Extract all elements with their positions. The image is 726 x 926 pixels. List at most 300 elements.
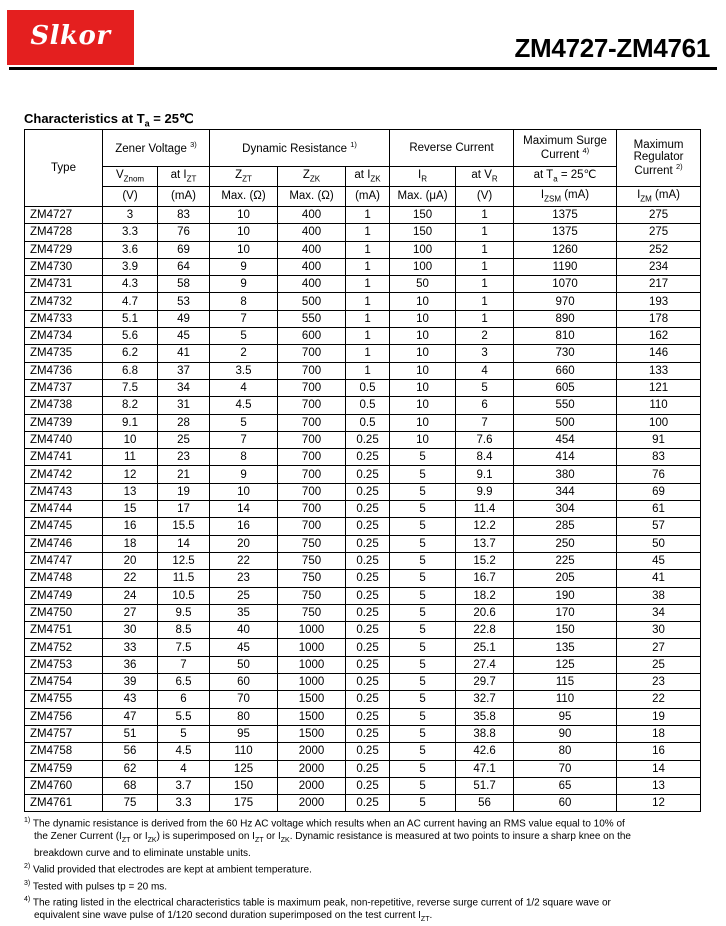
ir-cell: 10 xyxy=(390,397,456,414)
zzk-cell: 700 xyxy=(278,483,346,500)
izt-cell: 37 xyxy=(158,362,210,379)
vr-cell: 56 xyxy=(456,795,514,812)
ir-cell: 5 xyxy=(390,449,456,466)
zzk-cell: 1000 xyxy=(278,674,346,691)
izm-cell: 100 xyxy=(617,414,701,431)
izk-cell: 1 xyxy=(346,207,390,224)
vr-cell: 13.7 xyxy=(456,535,514,552)
zzt-cell: 40 xyxy=(210,622,278,639)
zzk-cell: 700 xyxy=(278,345,346,362)
table-row xyxy=(25,691,701,708)
ir-cell: 5 xyxy=(390,570,456,587)
izsm-cell: 1070 xyxy=(514,276,617,293)
izt-cell: 31 xyxy=(158,397,210,414)
izsm-cell: 730 xyxy=(514,345,617,362)
vr-cell: 7.6 xyxy=(456,431,514,448)
vz-cell: 47 xyxy=(103,708,158,725)
zzt-cell: 125 xyxy=(210,760,278,777)
izsm-cell: 1375 xyxy=(514,207,617,224)
izt-cell: 6.5 xyxy=(158,674,210,691)
izk-cell: 0.25 xyxy=(346,691,390,708)
zzt-param: $Z_{ZT}$ xyxy=(210,167,278,187)
table-row xyxy=(25,483,701,500)
zzk-cell: 550 xyxy=(278,310,346,327)
type-cell: ZM4730 xyxy=(25,258,103,275)
vz-cell: 51 xyxy=(103,725,158,742)
vz-cell: 9.1 xyxy=(103,414,158,431)
izk-cell: 0.5 xyxy=(346,414,390,431)
vz-cell: 20 xyxy=(103,552,158,569)
vz-cell: 36 xyxy=(103,656,158,673)
izk-cell: 0.25 xyxy=(346,708,390,725)
type-cell: ZM4729 xyxy=(25,241,103,258)
izm-cell: 275 xyxy=(617,207,701,224)
izm-cell: 13 xyxy=(617,777,701,794)
izm-cell: 275 xyxy=(617,224,701,241)
izm-cell: 178 xyxy=(617,310,701,327)
izk-cell: 0.25 xyxy=(346,466,390,483)
table-row xyxy=(25,587,701,604)
ir-cell: 5 xyxy=(390,743,456,760)
ir-cell: 100 xyxy=(390,241,456,258)
ir-cell: 5 xyxy=(390,552,456,569)
zzk-cell: 700 xyxy=(278,362,346,379)
izm-cell: 23 xyxy=(617,674,701,691)
type-cell: ZM4750 xyxy=(25,604,103,621)
izsm-cell: 970 xyxy=(514,293,617,310)
izm-cell: 193 xyxy=(617,293,701,310)
table-row xyxy=(25,466,701,483)
table-row xyxy=(25,241,701,258)
vz-cell: 30 xyxy=(103,622,158,639)
vr-cell: 51.7 xyxy=(456,777,514,794)
izsm-unit: $I_{ZSM}$ (mA) xyxy=(514,187,617,207)
zzk-unit: Max. (Ω) xyxy=(278,187,346,207)
izsm-cell: 550 xyxy=(514,397,617,414)
vr-cell: 1 xyxy=(456,293,514,310)
zzk-cell: 700 xyxy=(278,466,346,483)
izsm-cell: 170 xyxy=(514,604,617,621)
izk-cell: 0.25 xyxy=(346,501,390,518)
izk-cell: 0.25 xyxy=(346,743,390,760)
vz-cell: 3.6 xyxy=(103,241,158,258)
zzk-cell: 700 xyxy=(278,397,346,414)
vr-cell: 22.8 xyxy=(456,622,514,639)
table-row xyxy=(25,552,701,569)
ir-cell: 100 xyxy=(390,258,456,275)
type-cell: ZM4747 xyxy=(25,552,103,569)
vr-cell: 1 xyxy=(456,276,514,293)
type-cell: ZM4754 xyxy=(25,674,103,691)
regulator-current-header: Maximum Regulator Current $^{2)}$ xyxy=(617,130,701,187)
table-row xyxy=(25,639,701,656)
type-cell: ZM4732 xyxy=(25,293,103,310)
zzk-cell: 2000 xyxy=(278,743,346,760)
type-cell: ZM4737 xyxy=(25,379,103,396)
izsm-cell: 605 xyxy=(514,379,617,396)
izm-cell: 61 xyxy=(617,501,701,518)
type-cell: ZM4751 xyxy=(25,622,103,639)
izsm-cell: 454 xyxy=(514,431,617,448)
izsm-cell: 205 xyxy=(514,570,617,587)
izk-cell: 0.25 xyxy=(346,518,390,535)
zzt-cell: 150 xyxy=(210,777,278,794)
footnotes xyxy=(24,814,700,926)
izt-cell: 45 xyxy=(158,328,210,345)
zzk-cell: 400 xyxy=(278,241,346,258)
vz-cell: 5.6 xyxy=(103,328,158,345)
vz-cell: 6.8 xyxy=(103,362,158,379)
ir-cell: 10 xyxy=(390,293,456,310)
vr-cell: 18.2 xyxy=(456,587,514,604)
izt-cell: 8.5 xyxy=(158,622,210,639)
izt-cell: 19 xyxy=(158,483,210,500)
izm-cell: 18 xyxy=(617,725,701,742)
vz-cell: 13 xyxy=(103,483,158,500)
izk-cell: 0.25 xyxy=(346,449,390,466)
ir-cell: 10 xyxy=(390,362,456,379)
zzt-cell: 10 xyxy=(210,241,278,258)
izk-cell: 0.25 xyxy=(346,570,390,587)
izk-cell: 1 xyxy=(346,310,390,327)
characteristics-table xyxy=(24,129,701,812)
zzt-cell: 5 xyxy=(210,328,278,345)
izt-cell: 41 xyxy=(158,345,210,362)
vz-cell: 33 xyxy=(103,639,158,656)
vr-cell: 1 xyxy=(456,258,514,275)
table-row xyxy=(25,743,701,760)
izsm-cell: 95 xyxy=(514,708,617,725)
zzk-cell: 700 xyxy=(278,414,346,431)
izsm-cell: 285 xyxy=(514,518,617,535)
izm-cell: 25 xyxy=(617,656,701,673)
zzk-param: $Z_{ZK}$ xyxy=(278,167,346,187)
type-cell: ZM4761 xyxy=(25,795,103,812)
izsm-cell: 60 xyxy=(514,795,617,812)
ir-cell: 10 xyxy=(390,310,456,327)
zzk-cell: 2000 xyxy=(278,777,346,794)
table-row xyxy=(25,777,701,794)
zzk-cell: 750 xyxy=(278,552,346,569)
type-cell: ZM4731 xyxy=(25,276,103,293)
zzk-cell: 400 xyxy=(278,258,346,275)
table-body xyxy=(25,207,701,812)
type-cell: ZM4743 xyxy=(25,483,103,500)
table-row xyxy=(25,725,701,742)
izk-cell: 0.25 xyxy=(346,622,390,639)
izk-cell: 0.25 xyxy=(346,639,390,656)
type-cell: ZM4749 xyxy=(25,587,103,604)
vz-unit: (V) xyxy=(103,187,158,207)
table-row xyxy=(25,501,701,518)
zzt-cell: 9 xyxy=(210,466,278,483)
type-cell: ZM4740 xyxy=(25,431,103,448)
type-cell: ZM4752 xyxy=(25,639,103,656)
table-row xyxy=(25,258,701,275)
vz-cell: 3.9 xyxy=(103,258,158,275)
zzt-cell: 3.5 xyxy=(210,362,278,379)
vr-cell: 47.1 xyxy=(456,760,514,777)
izk-cell: 1 xyxy=(346,241,390,258)
vz-cell: 12 xyxy=(103,466,158,483)
ir-cell: 5 xyxy=(390,795,456,812)
izsm-cell: 1190 xyxy=(514,258,617,275)
vz-cell: 22 xyxy=(103,570,158,587)
zener-voltage-header: Zener Voltage $^{3)}$ xyxy=(103,130,210,167)
section-title: Characteristics at $T_a$ = 25℃ xyxy=(24,111,194,129)
izk-cell: 1 xyxy=(346,293,390,310)
izk-param: at $I_{ZK}$ xyxy=(346,167,390,187)
zzk-cell: 600 xyxy=(278,328,346,345)
izt-cell: 23 xyxy=(158,449,210,466)
zzt-cell: 25 xyxy=(210,587,278,604)
izsm-cell: 1375 xyxy=(514,224,617,241)
zzt-unit: Max. (Ω) xyxy=(210,187,278,207)
izm-cell: 133 xyxy=(617,362,701,379)
izsm-cell: 810 xyxy=(514,328,617,345)
vr-cell: 42.6 xyxy=(456,743,514,760)
izk-cell: 0.5 xyxy=(346,397,390,414)
izm-cell: 252 xyxy=(617,241,701,258)
ir-unit: Max. (μA) xyxy=(390,187,456,207)
vz-cell: 4.3 xyxy=(103,276,158,293)
zzk-cell: 1000 xyxy=(278,639,346,656)
ir-cell: 5 xyxy=(390,587,456,604)
ir-cell: 5 xyxy=(390,777,456,794)
zzk-cell: 700 xyxy=(278,501,346,518)
zzt-cell: 95 xyxy=(210,725,278,742)
izm-cell: 19 xyxy=(617,708,701,725)
izsm-cell: 890 xyxy=(514,310,617,327)
ir-cell: 150 xyxy=(390,207,456,224)
vz-cell: 43 xyxy=(103,691,158,708)
ir-param: $I_R$ xyxy=(390,167,456,187)
ir-cell: 5 xyxy=(390,604,456,621)
ir-cell: 50 xyxy=(390,276,456,293)
table-row xyxy=(25,362,701,379)
table-row xyxy=(25,622,701,639)
izm-cell: 146 xyxy=(617,345,701,362)
zzt-cell: 14 xyxy=(210,501,278,518)
ta-param: at $T_a$ = 25℃ xyxy=(514,167,617,187)
izsm-cell: 70 xyxy=(514,760,617,777)
izsm-cell: 304 xyxy=(514,501,617,518)
zzt-cell: 10 xyxy=(210,483,278,500)
type-cell: ZM4760 xyxy=(25,777,103,794)
table-row xyxy=(25,535,701,552)
zzk-cell: 750 xyxy=(278,604,346,621)
vr-cell: 38.8 xyxy=(456,725,514,742)
zzk-cell: 1000 xyxy=(278,622,346,639)
vz-cell: 10 xyxy=(103,431,158,448)
izt-cell: 12.5 xyxy=(158,552,210,569)
vz-cell: 6.2 xyxy=(103,345,158,362)
vz-cell: 11 xyxy=(103,449,158,466)
izk-cell: 0.25 xyxy=(346,656,390,673)
izk-cell: 1 xyxy=(346,224,390,241)
izt-cell: 58 xyxy=(158,276,210,293)
zzt-cell: 9 xyxy=(210,258,278,275)
izsm-cell: 110 xyxy=(514,691,617,708)
vr-cell: 5 xyxy=(456,379,514,396)
izt-cell: 3.7 xyxy=(158,777,210,794)
vr-cell: 29.7 xyxy=(456,674,514,691)
type-cell: ZM4739 xyxy=(25,414,103,431)
izt-cell: 5 xyxy=(158,725,210,742)
izk-cell: 0.5 xyxy=(346,379,390,396)
vr-unit: (V) xyxy=(456,187,514,207)
part-number-title: ZM4727-ZM4761 xyxy=(514,33,710,63)
vz-cell: 56 xyxy=(103,743,158,760)
table-row xyxy=(25,656,701,673)
zzk-cell: 700 xyxy=(278,518,346,535)
table-row xyxy=(25,224,701,241)
vr-cell: 25.1 xyxy=(456,639,514,656)
zzt-cell: 70 xyxy=(210,691,278,708)
dynamic-resistance-header: Dynamic Resistance $^{1)}$ xyxy=(210,130,390,167)
ir-cell: 5 xyxy=(390,760,456,777)
type-cell: ZM4741 xyxy=(25,449,103,466)
type-header: Type xyxy=(25,130,103,207)
type-cell: ZM4744 xyxy=(25,501,103,518)
ir-cell: 5 xyxy=(390,535,456,552)
izt-cell: 83 xyxy=(158,207,210,224)
zzt-cell: 16 xyxy=(210,518,278,535)
footnote-1-line-3: breakdown curve and to eliminate unstable units. xyxy=(34,848,251,860)
header-divider xyxy=(9,67,717,70)
type-cell: ZM4746 xyxy=(25,535,103,552)
izsm-cell: 80 xyxy=(514,743,617,760)
izsm-cell: 414 xyxy=(514,449,617,466)
ir-cell: 10 xyxy=(390,414,456,431)
zzt-cell: 7 xyxy=(210,431,278,448)
izm-unit: $I_{ZM}$ (mA) xyxy=(617,187,701,207)
izt-cell: 64 xyxy=(158,258,210,275)
ir-cell: 5 xyxy=(390,622,456,639)
vz-cell: 16 xyxy=(103,518,158,535)
izsm-cell: 225 xyxy=(514,552,617,569)
izsm-cell: 380 xyxy=(514,466,617,483)
vz-cell: 27 xyxy=(103,604,158,621)
zzk-cell: 750 xyxy=(278,535,346,552)
table-row xyxy=(25,449,701,466)
vr-cell: 9.1 xyxy=(456,466,514,483)
zzk-cell: 750 xyxy=(278,587,346,604)
izt-cell: 28 xyxy=(158,414,210,431)
izt-cell: 15.5 xyxy=(158,518,210,535)
izt-param: at $I_{ZT}$ xyxy=(158,167,210,187)
zzk-cell: 500 xyxy=(278,293,346,310)
izm-cell: 121 xyxy=(617,379,701,396)
footnote-1-line-2: the Zener Current ($I_{ZT}$ or $I_{ZK}$) is superimposed on $I_{ZT}$ or $I_{ZK}$. Dynamic resistance is measured at two points to insure a sharp knee on the xyxy=(34,831,631,845)
zzk-cell: 2000 xyxy=(278,760,346,777)
table-row xyxy=(25,310,701,327)
izsm-cell: 344 xyxy=(514,483,617,500)
table-row xyxy=(25,414,701,431)
zzt-cell: 4 xyxy=(210,379,278,396)
izsm-cell: 190 xyxy=(514,587,617,604)
izm-cell: 16 xyxy=(617,743,701,760)
izsm-cell: 250 xyxy=(514,535,617,552)
izt-cell: 9.5 xyxy=(158,604,210,621)
surge-current-header: Maximum Surge Current $^{4)}$ xyxy=(514,130,617,167)
table-header xyxy=(25,130,701,207)
zzk-cell: 400 xyxy=(278,276,346,293)
table-row xyxy=(25,276,701,293)
izk-cell: 0.25 xyxy=(346,725,390,742)
zzt-cell: 22 xyxy=(210,552,278,569)
type-cell: ZM4745 xyxy=(25,518,103,535)
izm-cell: 12 xyxy=(617,795,701,812)
type-cell: ZM4759 xyxy=(25,760,103,777)
izt-cell: 5.5 xyxy=(158,708,210,725)
zzt-cell: 2 xyxy=(210,345,278,362)
vr-cell: 12.2 xyxy=(456,518,514,535)
izk-cell: 0.25 xyxy=(346,535,390,552)
izm-cell: 14 xyxy=(617,760,701,777)
zzk-cell: 1500 xyxy=(278,708,346,725)
izk-cell: 0.25 xyxy=(346,777,390,794)
brand-logo-text: Slkor xyxy=(30,21,111,51)
type-cell: ZM4738 xyxy=(25,397,103,414)
zzt-cell: 45 xyxy=(210,639,278,656)
zzt-cell: 80 xyxy=(210,708,278,725)
zzt-cell: 60 xyxy=(210,674,278,691)
izsm-cell: 125 xyxy=(514,656,617,673)
vr-cell: 16.7 xyxy=(456,570,514,587)
zzk-cell: 750 xyxy=(278,570,346,587)
brand-logo xyxy=(7,10,134,65)
zzt-cell: 8 xyxy=(210,449,278,466)
ir-cell: 5 xyxy=(390,518,456,535)
vr-cell: 9.9 xyxy=(456,483,514,500)
table-row xyxy=(25,379,701,396)
izk-cell: 1 xyxy=(346,258,390,275)
izsm-cell: 65 xyxy=(514,777,617,794)
vz-cell: 62 xyxy=(103,760,158,777)
vz-cell: 4.7 xyxy=(103,293,158,310)
type-cell: ZM4736 xyxy=(25,362,103,379)
izm-cell: 34 xyxy=(617,604,701,621)
zzt-cell: 10 xyxy=(210,207,278,224)
footnote-2: $^{2)}$ Valid provided that electrodes are kept at ambient temperature. xyxy=(24,863,312,876)
type-cell: ZM4755 xyxy=(25,691,103,708)
vz-cell: 39 xyxy=(103,674,158,691)
vr-cell: 8.4 xyxy=(456,449,514,466)
table-row xyxy=(25,570,701,587)
izk-cell: 0.25 xyxy=(346,552,390,569)
izk-unit: (mA) xyxy=(346,187,390,207)
type-cell: ZM4728 xyxy=(25,224,103,241)
footnote-3: $^{3)}$ Tested with pulses tp = 20 ms. xyxy=(24,879,168,892)
type-cell: ZM4734 xyxy=(25,328,103,345)
izm-cell: 234 xyxy=(617,258,701,275)
vr-cell: 32.7 xyxy=(456,691,514,708)
izm-cell: 57 xyxy=(617,518,701,535)
vz-cell: 68 xyxy=(103,777,158,794)
vr-cell: 3 xyxy=(456,345,514,362)
izk-cell: 0.25 xyxy=(346,431,390,448)
vz-cell: 24 xyxy=(103,587,158,604)
vr-cell: 1 xyxy=(456,310,514,327)
vz-cell: 3 xyxy=(103,207,158,224)
table-row xyxy=(25,397,701,414)
table-row xyxy=(25,518,701,535)
izm-cell: 45 xyxy=(617,552,701,569)
zzk-cell: 700 xyxy=(278,449,346,466)
izt-cell: 53 xyxy=(158,293,210,310)
izt-cell: 11.5 xyxy=(158,570,210,587)
